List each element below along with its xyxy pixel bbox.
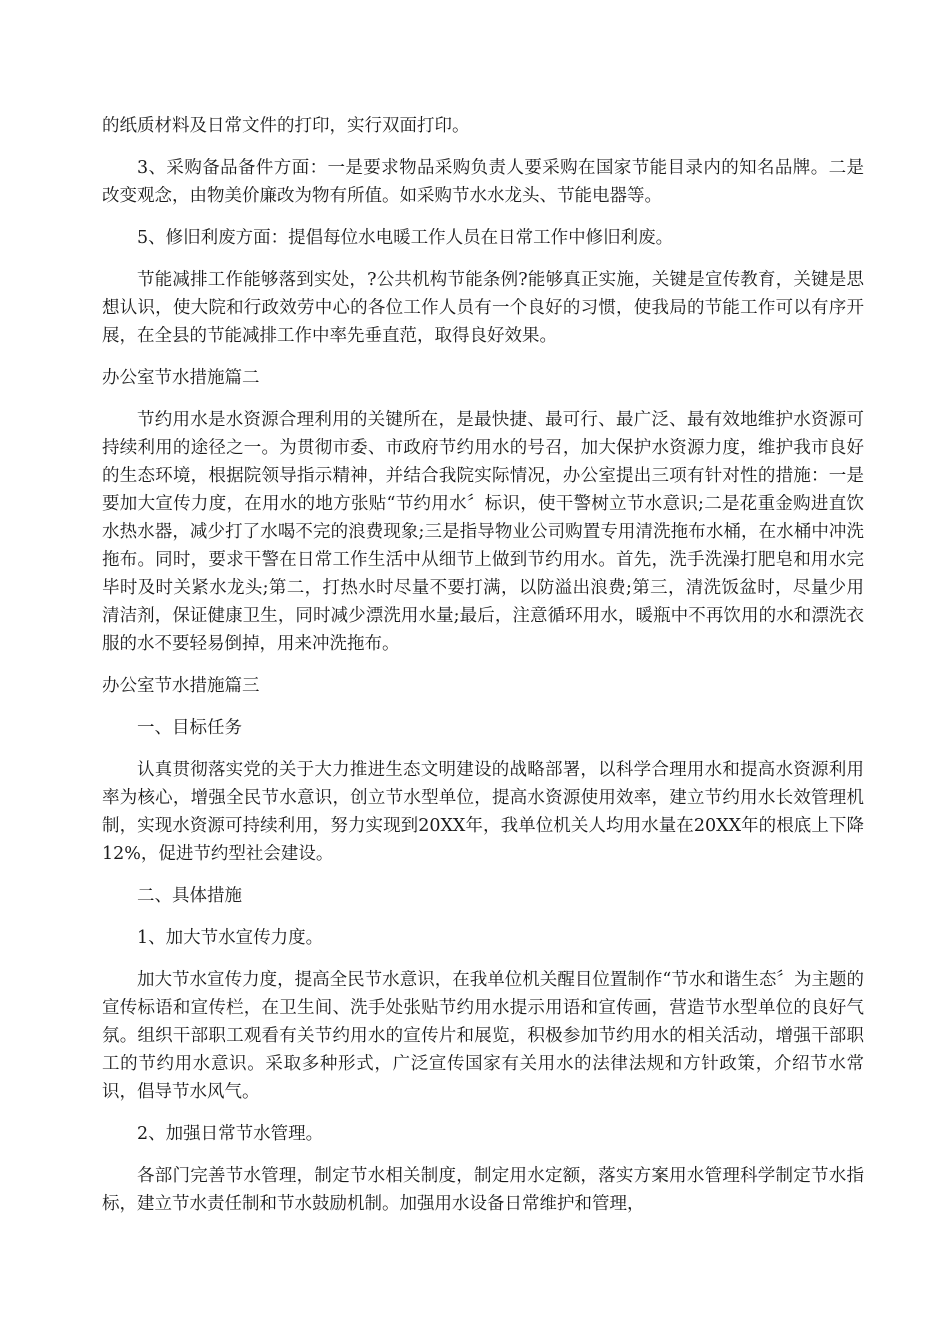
section-heading: 办公室节水措施篇三 <box>102 676 260 696</box>
paragraph: 认真贯彻落实党的关于大力推进生态文明建设的战略部署，以科学合理用水和提高水资源利用率为核心，增强全民节水意识，创立节水型单位，提高水资源使用效率，建立节约用水长效管理机制，实现水资源可持续利用，努力实现到20XX年，我单位机关人均用水量在20XX年的根底上下降12%，促进节约型社会建设。 <box>102 760 864 864</box>
list-item-heading: 1、加大节水宣传力度。 <box>137 928 324 948</box>
section-heading: 办公室节水措施篇二 <box>102 368 260 388</box>
subsection-heading: 一、目标任务 <box>137 718 242 738</box>
paragraph: 5、修旧利废方面：提倡每位水电暖工作人员在日常工作中修旧利废。 <box>137 228 674 248</box>
paragraph: 节约用水是水资源合理利用的关键所在，是最快捷、最可行、最广泛、最有效地维护水资源可持续利用的途径之一。为贯彻市委、市政府节约用水的号召，加大保护水资源力度，维护我市良好的生态环境，根据院领导指示精神，并结合我院实际情况，办公室提出三项有针对性的措施：一是要加大宣传力度，在用水的地方张贴“节约用水〞标识，使干警树立节水意识;二是花重金购进直饮水热水器，减少打了水喝不完的浪费现象;三是指导物业公司购置专用清洗拖布水桶，在水桶中冲洗拖布。同时，要求干警在日常工作生活中从细节上做到节约用水。首先，洗手洗澡打肥皂和用水完毕时及时关紧水龙头;第二，打热水时尽量不要打满，以防溢出浪费;第三，清洗饭盆时，尽量少用清洁剂，保证健康卫生，同时减少漂洗用水量;最后，注意循环用水，暖瓶中不再饮用的水和漂洗衣服的水不要轻易倒掉，用来冲洗拖布。 <box>102 410 864 654</box>
subsection-heading: 二、具体措施 <box>137 886 242 906</box>
paragraph: 3、采购备品备件方面：一是要求物品采购负责人要采购在国家节能目录内的知名品牌。二是改变观念，由物美价廉改为物有所值。如采购节水水龙头、节能电器等。 <box>102 158 864 206</box>
document-page <box>102 112 864 1232</box>
paragraph: 加大节水宣传力度，提高全民节水意识，在我单位机关醒目位置制作“节水和谐生态〞为主题的宣传标语和宣传栏，在卫生间、洗手处张贴节约用水提示用语和宣传画，营造节水型单位的良好气氛。组织干部职工观看有关节约用水的宣传片和展览，积极参加节约用水的相关活动，增强干部职工的节约用水意识。采取多种形式，广泛宣传国家有关用水的法律法规和方针政策，介绍节水常识，倡导节水风气。 <box>102 970 864 1102</box>
paragraph: 的纸质材料及日常文件的打印，实行双面打印。 <box>102 116 470 136</box>
paragraph: 节能减排工作能够落到实处，?公共机构节能条例?能够真正实施，关键是宣传教育，关键是思想认识，使大院和行政效劳中心的各位工作人员有一个良好的习惯，使我局的节能工作可以有序开展，在全县的节能减排工作中率先垂直范，取得良好效果。 <box>102 270 864 346</box>
list-item-heading: 2、加强日常节水管理。 <box>137 1124 324 1144</box>
paragraph: 各部门完善节水管理，制定节水相关制度，制定用水定额，落实方案用水管理科学制定节水指标，建立节水责任制和节水鼓励机制。加强用水设备日常维护和管理， <box>102 1166 864 1214</box>
